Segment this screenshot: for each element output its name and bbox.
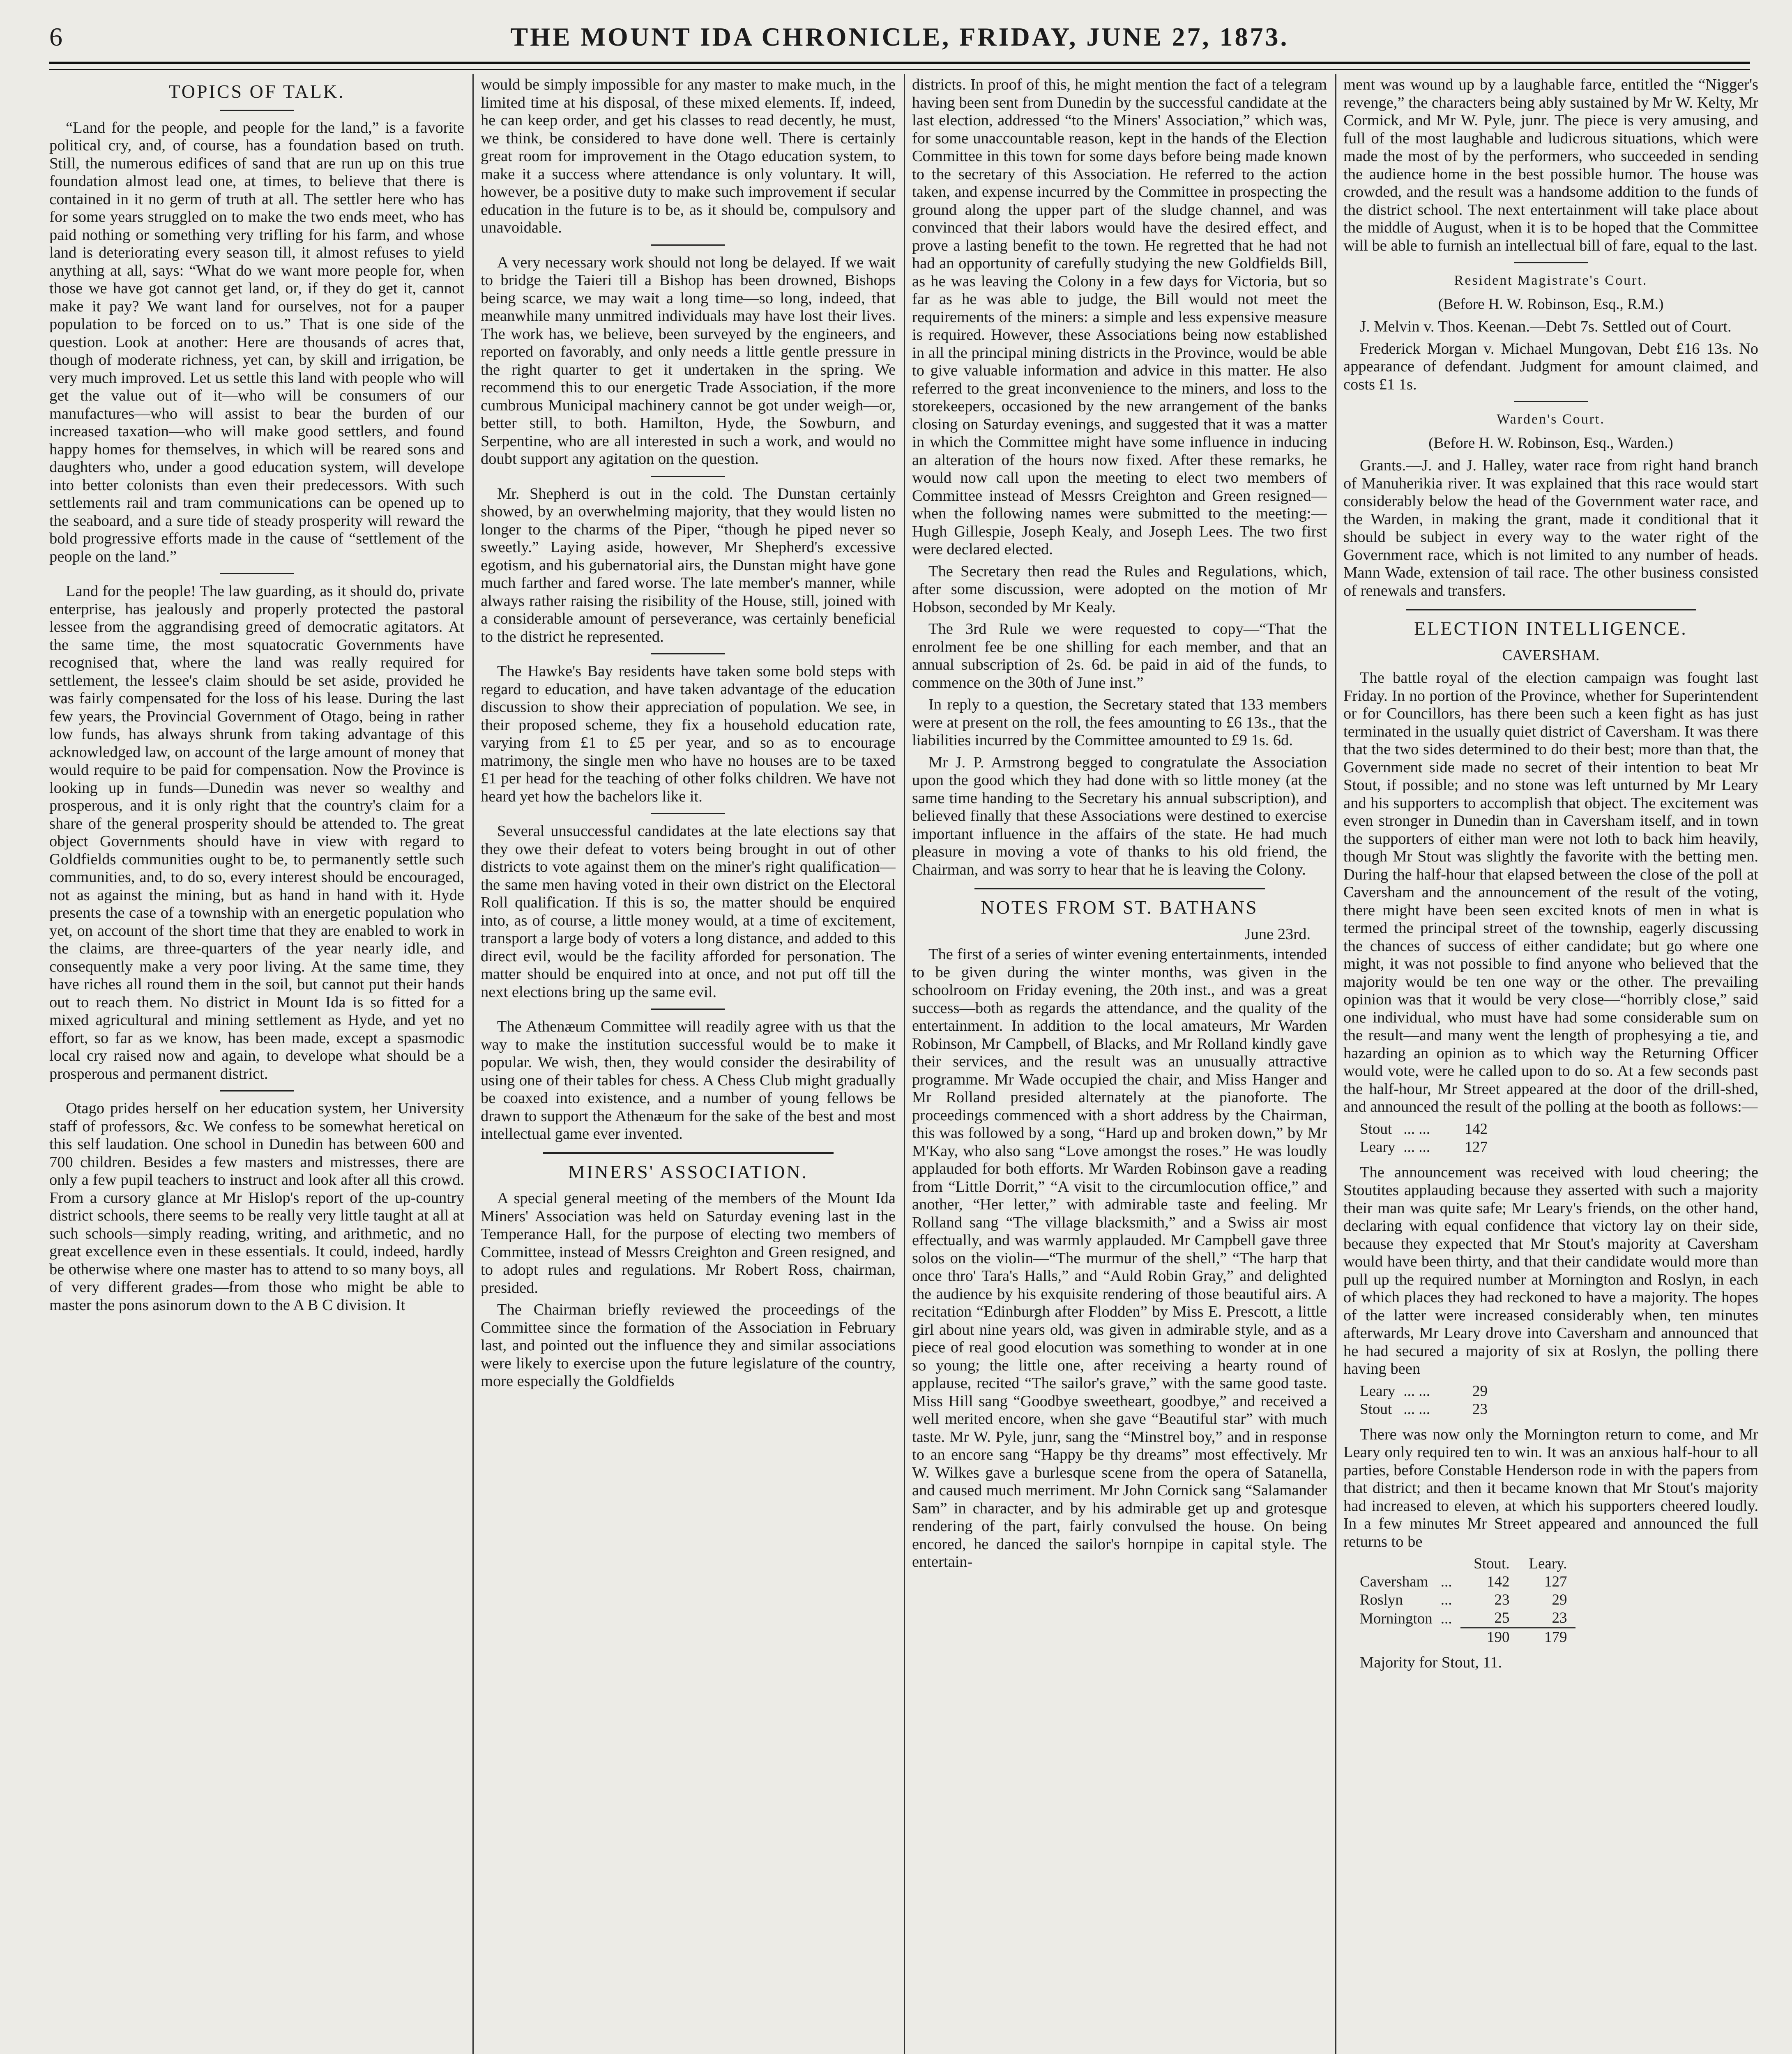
returns-header-row xyxy=(1360,1555,1575,1573)
article-paragraph: The announcement was received with loud cheering; the Stoutites applauding because they asserted with such a majority their man was quite safe; Mr Leary's friends, on the other hand, declaring with equal confidence that victory lay on their side, because they expected that Mr Stout's majority at Caversham would have been thirty, and that their candidate would more than pull up the required number at Mornington and Roslyn, in each of which places they had reckoned to have a majority. The hopes of the latter were increased considerably when, ten minutes afterwards, Mr Leary drove into Caversham and announced that he had secured a majority of six at Roslyn, the polling there having been xyxy=(1343,1163,1758,1377)
article-paragraph: Mr J. P. Armstrong begged to congratulate the Association upon the good which they had done with so little money (at the same time handing to the Secretary his annual subscription), and believed finally that these Associations were destined to exercise important influence in the affairs of the state. He had much pleasure in moving a vote of thanks to his old friend, the Chairman, and was sorry to hear that he is leaving the Colony. xyxy=(912,753,1327,878)
column-4 xyxy=(1343,76,1758,2054)
section-divider xyxy=(1406,609,1696,610)
election-intelligence-heading: ELECTION INTELLIGENCE. xyxy=(1414,618,1688,639)
vote-count: 127 xyxy=(1465,1138,1488,1156)
column-2 xyxy=(481,76,896,2054)
column-divider xyxy=(472,74,474,2054)
section-divider xyxy=(220,110,294,111)
miners-association-heading: MINERS' ASSOCIATION. xyxy=(568,1161,808,1182)
vote-count: 23 xyxy=(1472,1400,1488,1418)
candidate-name: Leary xyxy=(1360,1138,1396,1156)
article-paragraph: A very necessary work should not long be delayed. If we wait to bridge the Taieri till a Bishop has been drowned, Bishops being scarce, we may wait a long time—so long, indeed, that meanwhile many unmitred individuals may have lost their lives. The work has, we believe, been surveyed by the engineers, and reported on favorably, and only needs a little gentle pressure in the right quarter to get it undertaken in the spring. We recommend this to our energetic Trade Association, if the more cumbrous Municipal machinery cannot be got under weigh—or, better still, to both. Hamilton, Hyde, the Sowburn, and Serpentine, who are all interested in such a work, and would no doubt support any agitation on the question. xyxy=(481,253,896,467)
vote-count: 142 xyxy=(1487,1573,1510,1590)
section-divider xyxy=(651,1009,725,1010)
candidate-name: Stout xyxy=(1360,1120,1392,1138)
article-paragraph: The Chairman briefly reviewed the proceedings of the Committee since the formation of the Association in February last, and pointed out the influence they and similar associations were likely to exercise upon the future legislature of the country, more especially the Goldfields xyxy=(481,1301,896,1390)
returns-row xyxy=(1360,1573,1575,1591)
section-divider xyxy=(220,1090,294,1091)
section-divider xyxy=(1514,262,1588,263)
wardens-court-heading: Warden's Court. xyxy=(1497,412,1605,427)
page-number: 6 xyxy=(49,22,63,51)
section-divider xyxy=(220,573,294,574)
poll-row xyxy=(1360,1400,1496,1418)
total-count: 179 xyxy=(1518,1628,1575,1647)
blank-cell xyxy=(1360,1628,1441,1647)
article-paragraph: Several unsuccessful candidates at the late elections say that they owe their defeat to voters being brought in out of other districts to vote against them on the miner's right qualification—the same men having voted in their own district on the Electoral Roll qualification. If this is so, the matter should be enquired into, as of course, a little money would, at a time of excitement, transport a large body of voters a long distance, and added to this direct evil, would be the facility afforded for personation. The matter should be enquired into at once, and not put off till the next elections bring up the same evil. xyxy=(481,822,896,1001)
article-paragraph: “Land for the people, and people for the land,” is a favorite political cry, and, of course, has a foundation based on truth. Still, the numerous edifices of sand that are run up on this true foundation almost lead one, at times, to believe that there is contained in it no germ of truth at all. The settler here who has for some years struggled on to make the two ends meet, who has paid nothing or something very trifling for his farm, and whose land is deteriorating every season till, it almost refuses to yield anything at all, says: “What do we want more people for, when those we have got cannot get land, or, if they do get it, cannot make it pay? We want land for ourselves, not for a pauper population to be forced on to us.” That is one side of the question. Look at another: Here are thousands of acres that, though of moderate richness, yet can, by skill and irrigation, be very much improved. Let us settle this land with people who will get the value out of it—who will be consumers of our manufactures—who will assist to bear the burden of our increased taxation—who will make good settlers, and found happy homes for themselves, in which will be reared sons and daughters who, under a good education system, will develope into better colonists than even their predecessors. With such settlements rail and tram communications can be opened up to the seaboard, and a sure tide of steady prosperity will reward the bold progressive efforts made in the cause of “settlement of the people on the land.” xyxy=(49,119,464,565)
poll-caversham-table xyxy=(1360,1120,1496,1156)
section-divider xyxy=(651,813,725,814)
poll-row xyxy=(1360,1382,1496,1400)
poll-row xyxy=(1360,1138,1496,1156)
leader-dots: ... xyxy=(1440,1573,1452,1590)
article-paragraph: A special general meeting of the members of the Mount Ida Miners' Association was held on Saturday evening last in the Temperance Hall, for the purpose of electing two members of Committee, instead of Messrs Creighton and Green resigned, and to adopt rules and regulations. Mr Robert Ross, chairman, presided. xyxy=(481,1190,896,1296)
article-paragraph: There was now only the Mornington return to come, and Mr Leary only required ten to win. It was an anxious half-hour to all parties, before Constable Henderson rode in with the papers from that district; and then it became known that Mr Stout's majority had increased to eleven, at which his supporters cheered loudly. In a few minutes Mr Street appeared and announced the full returns to be xyxy=(1343,1425,1758,1550)
column-header: Leary. xyxy=(1529,1555,1567,1572)
court-entry: Grants.—J. and J. Halley, water race from right hand branch of Manuherikia river. It was explained that this race would start considerably below the head of the Government water race, and the Warden, in making the grant, made it conditional that it should be subject in every way to the water right of the Government race, which is not limited to any number of heads. Mann Wade, extension of tail race. The other business consisted of renewals and transfers. xyxy=(1343,457,1758,599)
returns-row xyxy=(1360,1591,1575,1609)
vote-count: 23 xyxy=(1552,1610,1567,1626)
column-3 xyxy=(912,76,1327,2054)
section-divider xyxy=(543,1152,834,1154)
booth-name: Mornington xyxy=(1360,1610,1433,1627)
masthead-rule xyxy=(49,62,1750,70)
section-divider xyxy=(1514,401,1588,402)
booth-name: Caversham xyxy=(1360,1573,1428,1590)
article-paragraph: The 3rd Rule we were requested to copy—“That the enrolment fee be one shilling for each member, and that an annual subscription of 2s. 6d. be paid in aid of the funds, to commence on the 30th of June inst.” xyxy=(912,620,1327,691)
article-paragraph: would be simply impossible for any master to make much, in the limited time at his disposal, of these mixed elements. If, indeed, he can keep order, and get his classes to read decently, he must, we think, be considered to have done well. There is certainly great room for improvement in the Otago education system, to make it a success where attendance is only voluntary. It will, however, be a positive duty to make such improvement if secular education in the future is to be, as it should be, compulsory and unavoidable. xyxy=(481,76,896,236)
magistrate-court-heading: Resident Magistrate's Court. xyxy=(1454,273,1648,288)
article-paragraph: The battle royal of the election campaign was fought last Friday. In no portion of the Province, whether for Superintendent or for Councillors, has there been such a keen fight as has just terminated in the usually quiet district of Caversham. It was there that the two sides determined to do their best; more than that, the Government side made no secret of their intention to beat Mr Stout, if possible; and no stone was left unturned by Mr Leary and his supporters to accomplish that object. The excitement was even stronger in Dunedin than in Caversham itself, and in town the supporters of either man were not loth to back him heavily, though Mr Stout was slightly the favorite with the betting men. During the half-hour that elapsed between the close of the poll at Caversham and the announcement of the result of the voting, there might have been seen excited knots of men in what is termed the principal street of the township, eagerly discussing the chances of success of either candidate; but go where one might, it was not possible to find anyone who believed that the majority would be ten one way or the other. The prevailing opinion was that it would be very close—“horribly close,” said one individual, who must have had some considerable sum on the result—and many went the length of prophesying a tie, and hazarding an opinion as to which way the Returning Officer would vote, were he called upon to do so. At a few seconds past the half-hour, Mr Street appeared at the door of the drill-shed, and announced the result of the polling at the booth as follows:— xyxy=(1343,669,1758,1115)
full-returns-table xyxy=(1360,1555,1575,1646)
court-entry: Frederick Morgan v. Michael Mungovan, Debt £16 13s. No appearance of defendant. Judgment for amount claimed, and costs £1 1s. xyxy=(1343,340,1758,393)
vote-count: 29 xyxy=(1472,1382,1488,1400)
candidate-name: Leary xyxy=(1360,1382,1396,1400)
dateline: June 23rd. xyxy=(1244,925,1311,943)
article-paragraph: districts. In proof of this, he might mention the fact of a telegram having been sent from Dunedin by the successful candidate at the last election, addressed “to the Miners' Association,” which was, for some unaccountable reason, kept in the hands of the Election Committee in this town for some days before being made known to the secretary of this Association. He referred to the action taken, and expense incurred by the Committee in prospecting the ground along the upper part of the sludge channel, and was convinced that their labors would have the desired effect, and prove a lasting benefit to the town. He regretted that he had not had an opportunity of carefully studying the new Goldfields Bill, as he was leaving the Colony in a few days for Victoria, but so far as he was able to judge, the Bill would not meet the requirements of the miners: a simple and less expensive measure is required. However, these Associations being now established in all the principal mining districts in the Province, would be able to give valuable information and advice in this matter. He also referred to the great inconvenience to the miners, and loss to the storekeepers, occasioned by the new arrangement of the banks closing on Saturday evenings, and suggested that it was a matter in which the Committee might have some influence in inducing an alteration of the hours now fixed. After these remarks, he would now call upon the meeting to elect two members of Committee instead of Messrs Creighton and Green resigned—when the following names were submitted to the meeting:—Hugh Gillespie, Joseph Kealy, and Joseph Lees. The two first were declared elected. xyxy=(912,76,1327,558)
section-divider xyxy=(651,244,725,246)
vote-count: 127 xyxy=(1544,1573,1567,1590)
vote-count: 23 xyxy=(1494,1591,1510,1608)
returns-total-row xyxy=(1360,1628,1575,1647)
court-entry: J. Melvin v. Thos. Keenan.—Debt 7s. Settled out of Court. xyxy=(1360,318,1732,335)
returns-row xyxy=(1360,1609,1575,1628)
column-divider xyxy=(1335,74,1336,2054)
poll-row xyxy=(1360,1120,1496,1138)
place-heading: CAVERSHAM. xyxy=(1502,647,1600,664)
blank-cell xyxy=(1441,1555,1460,1573)
total-count: 190 xyxy=(1460,1628,1518,1647)
article-paragraph: Mr. Shepherd is out in the cold. The Dunstan certainly showed, by an overwhelming majority, that they would listen no longer to the charms of the Piper, “though he piped never so sweetly.” Laying aside, however, Mr Shepherd's excessive egotism, and his gubernatorial airs, the Dunstan might have gone much farther and fared worse. The late member's manner, while always rather raising the risibility of the House, still, joined with a considerable amount of perseverance, was certainly beneficial to the district he represented. xyxy=(481,485,896,645)
column-divider xyxy=(904,74,905,2054)
newspaper-title: THE MOUNT IDA CHRONICLE, FRIDAY, JUNE 27, 1873. xyxy=(510,22,1289,51)
blank-cell xyxy=(1360,1555,1441,1573)
vote-count: 25 xyxy=(1494,1610,1510,1626)
leader-dots: ... ... xyxy=(1403,1120,1430,1138)
column-1 xyxy=(49,76,464,2054)
article-paragraph: The first of a series of winter evening entertainments, intended to be given during the winter months, was given in the schoolroom on Friday evening, the 20th inst., and was a great success—both as regards the attendance, and the quality of the entertainment. In addition to the local amateurs, Mr Warden Robinson, Mr Campbell, of Blacks, and Mr Rolland kindly gave their services, and the result was an unusually attractive programme. Mr Wade occupied the chair, and Miss Hanger and Mr Rolland presided alternately at the pianoforte. The proceedings commenced with a short address by the Chairman, this was followed by a song, “Hard up and broken down,” by Mr M'Kay, who also sang “Love amongst the roses.” He was loudly applauded for both efforts. Mr Warden Robinson gave a reading from “Little Dorrit,” “A visit to the circumlocution office,” and another, “Her letter,” with admirable taste and feeling. Mr Rolland sang “The village blacksmith,” and a Swiss air most effectually, and was warmly applauded. Mr Campbell gave three solos on the violin—“The murmur of the shell,” “The harp that once thro' Tara's Halls,” and “Auld Robin Gray,” and delighted the audience by his exquisite rendering of those beautiful airs. A recitation “Edinburgh after Flodden” by Miss E. Prescott, a little girl about nine years old, was given in admirable style, and as a piece of real good elocution was something to wonder at in one so young; the little one, after receiving a hearty round of applause, recited “The sailor's grave,” with the same good taste. Miss Hill sang “Goodbye sweetheart, goodbye,” and received a well merited encore, when she gave “Beautiful star” with much taste. Mr W. Pyle, junr, sang the “Minstrel boy,” and in response to an encore sang “Happy be thy dreams” most effectively. Mr W. Wilkes gave a burlesque scene from the opera of Satanella, and caused much merriment. Mr John Cornick sang “Salamander Sam” in character, and by his admirable get up and grotesque rendering of the part, fairly convulsed the house. On being encored, he danced the sailor's hornpipe in capital style. The entertain- xyxy=(912,946,1327,1570)
article-paragraph: In reply to a question, the Secretary stated that 133 members were at present on the roll, the fees amounting to £6 13s., that the liabilities incurred by the Committee amounted to £9 1s. 6d. xyxy=(912,696,1327,749)
article-paragraph: The Athenæum Committee will readily agree with us that the way to make the institution successful would be to make it popular. We wish, then, they would consider the desirability of using one of their tables for chess. A Chess Club might gradually be coaxed into existence, and a number of young fellows be drawn to support the Athenæum for the sake of the best and most intellectual game ever invented. xyxy=(481,1018,896,1142)
section-divider xyxy=(651,476,725,477)
majority-line: Majority for Stout, 11. xyxy=(1360,1654,1502,1671)
article-paragraph: ment was wound up by a laughable farce, entitled the “Nigger's revenge,” the characters being ably sustained by Mr W. Kelty, Mr Cormick, and Mr W. Pyle, junr. The piece is very amusing, and full of the most laughable and ludicrous situations, which were made the most of by the performers, who succeeded in sending the audience home in the best possible humor. The house was crowded, and the result was a handsome addition to the funds of the district school. The next entertainment will take place about the middle of August, when it is to be hoped that the Committee will be able to furnish an intellectual bill of fare, equal to the last. xyxy=(1343,76,1758,254)
blank-cell xyxy=(1441,1628,1460,1647)
article-paragraph: Otago prides herself on her education system, her University staff of professors, &c. We confess to be somewhat heretical on this self laudation. One school in Dunedin has between 600 and 700 children. Besides a few masters and mistresses, there are only a few pupil teachers to instruct and look after all this crowd. From a cursory glance at Mr Hislop's report of the up-country district schools, there seems to be really very little taught at all at such schools—simply reading, writing, and arithmetic, and no great excellence even in these essentials. It could, indeed, hardly be otherwise where one master has to attend to so many boys, all of very different grades—from those who might be able to master the pons asinorum down to the A B C division. It xyxy=(49,1100,464,1314)
section-divider xyxy=(974,888,1265,889)
booth-name: Roslyn xyxy=(1360,1591,1403,1608)
court-caption: (Before H. W. Robinson, Esq., Warden.) xyxy=(1428,434,1673,451)
topics-of-talk-heading: TOPICS OF TALK. xyxy=(168,81,345,102)
article-paragraph: Land for the people! The law guarding, as it should do, private enterprise, has jealously and properly protected the pastoral lessee from the aggrandising greed of democratic agitators. At the same time, the most squatocratic Governments have recognised that, where the land was really required for settlement, the lessee's claim should be set aside, provided he was fairly compensated for the loss of his lease. During the last few years, the Provincial Government of Otago, being in rather low funds, has always shrunk from taking advantage of this acknowledged law, on account of the large amount of money that would require to be paid for compensation. Now the Province is looking up in funds—Dunedin was never so wealthy and prosperous, and it is only right that the country's claim for a share of the general prosperity should be attended to. The great object Governments should have in view with regard to Goldfields communities ought to be, to permanently settle such communities, and, to do so, every interest should be encouraged, not as against the mining, but as hand in hand with it. Hyde presents the case of a township with an energetic population who yet, on account of the short time that they are enabled to work in the claims, are three-quarters of the year nearly idle, and consequently make a very poor living. At the same time, they have riches all round them in the soil, but cannot put their hands out to reach them. No district in Mount Ida is so fitted for a mixed agricultural and mining settlement as Hyde, and yet no effort, so far as we know, has been made, except a spasmodic local cry raised now and again, to develope what should be a prosperous and permanent district. xyxy=(49,583,464,1082)
leader-dots: ... xyxy=(1440,1610,1452,1627)
vote-count: 142 xyxy=(1465,1120,1488,1138)
poll-roslyn-table xyxy=(1360,1382,1496,1418)
leader-dots: ... xyxy=(1440,1591,1452,1608)
vote-count: 29 xyxy=(1552,1591,1567,1608)
leader-dots: ... ... xyxy=(1403,1400,1430,1418)
article-paragraph: The Secretary then read the Rules and Regulations, which, after some discussion, were adopted on the motion of Mr Hobson, seconded by Mr Kealy. xyxy=(912,562,1327,616)
court-caption: (Before H. W. Robinson, Esq., R.M.) xyxy=(1438,295,1664,313)
leader-dots: ... ... xyxy=(1403,1382,1430,1400)
candidate-name: Stout xyxy=(1360,1400,1392,1418)
leader-dots: ... ... xyxy=(1403,1138,1430,1156)
section-divider xyxy=(651,653,725,654)
column-header: Stout. xyxy=(1474,1555,1510,1572)
masthead xyxy=(49,16,1750,58)
notes-st-bathans-heading: NOTES FROM ST. BATHANS xyxy=(981,897,1258,918)
article-paragraph: The Hawke's Bay residents have taken some bold steps with regard to education, and have taken advantage of the education discussion to show their appreciation of population. We see, in their proposed scheme, they fix a household education rate, varying from £1 to £5 per year, and so as to encourage matrimony, the single men who have no houses are to be taxed £1 per head for the teaching of other folks children. We have not heard yet how the bachelors like it. xyxy=(481,663,896,805)
